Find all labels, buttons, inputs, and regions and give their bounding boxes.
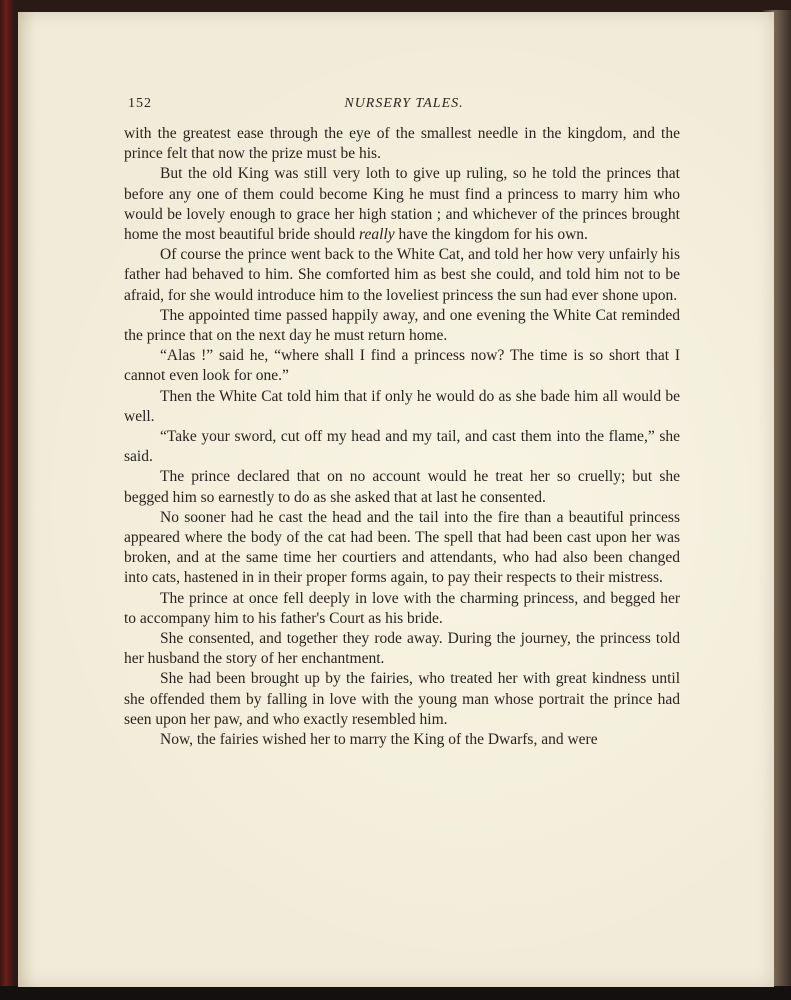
- running-title: NURSERY TALES.: [344, 96, 464, 111]
- paragraph: with the greatest ease through the eye of the smallest needle in the kingdom, and the prince felt that now the prize must be his.: [124, 125, 680, 163]
- body-text: [124, 124, 680, 750]
- page-number: 152: [128, 96, 152, 111]
- paragraph: No sooner had he cast the head and the tail into the fire than a beautiful princess appeared where the body of the cat had been. The spell that had been cast upon her was broken, and at the same time her courtiers and attendants, who had also been changed into cats, hastened in in their proper forms again, to pay their respects to their mistress.: [124, 508, 680, 587]
- paragraph: Then the White Cat told him that if only he would do as she bade him all would be well.: [124, 387, 680, 425]
- paragraph: “Take your sword, cut off my head and my tail, and cast them into the flame,” she said.: [124, 428, 680, 466]
- page-header: [128, 96, 680, 116]
- paragraph: “Alas !” said he, “where shall I find a princess now? The time is so short that I cannot even look for one.”: [124, 347, 680, 385]
- paragraph-text: have the kingdom for his own.: [394, 226, 588, 244]
- paragraph-text: But the old King was still very loth to give up ruling, so he told the princes that before any one of them could become King he must find a princess to marry him who would be lovely enough to grace her high station ; and whichever of the princes brought home the most beautiful bride should: [124, 165, 680, 244]
- paragraph: The prince declared that on no account would he treat her so cruelly; but she begged him so earnestly to do as she asked that at last he consented.: [124, 468, 680, 506]
- paragraph: She had been brought up by the fairies, who treated her with great kindness until she offended them by falling in love with the young man whose portrait the prince had seen upon her paw, and who exactly resembled him.: [124, 670, 680, 728]
- paragraph: The appointed time passed happily away, and one evening the White Cat reminded the prince that on the next day he must return home.: [124, 306, 680, 345]
- paragraph: Of course the prince went back to the White Cat, and told her how very unfairly his father had behaved to him. She comforted him as best she could, and told him not to be afraid, for she would introduce him to the loveliest princess the sun had ever shone upon.: [124, 246, 680, 304]
- book-bottom-edge: [0, 986, 791, 1000]
- paragraph: Now, the fairies wished her to marry the King of the Dwarfs, and were: [160, 731, 598, 749]
- paragraph: She consented, and together they rode away. During the journey, the princess told her husband the story of her enchantment.: [124, 630, 680, 668]
- emphasized-word: really: [359, 226, 395, 244]
- paragraph: [124, 164, 680, 245]
- paragraph: The prince at once fell deeply in love with the charming princess, and begged her to accompany him to his father's Court as his bride.: [124, 589, 680, 627]
